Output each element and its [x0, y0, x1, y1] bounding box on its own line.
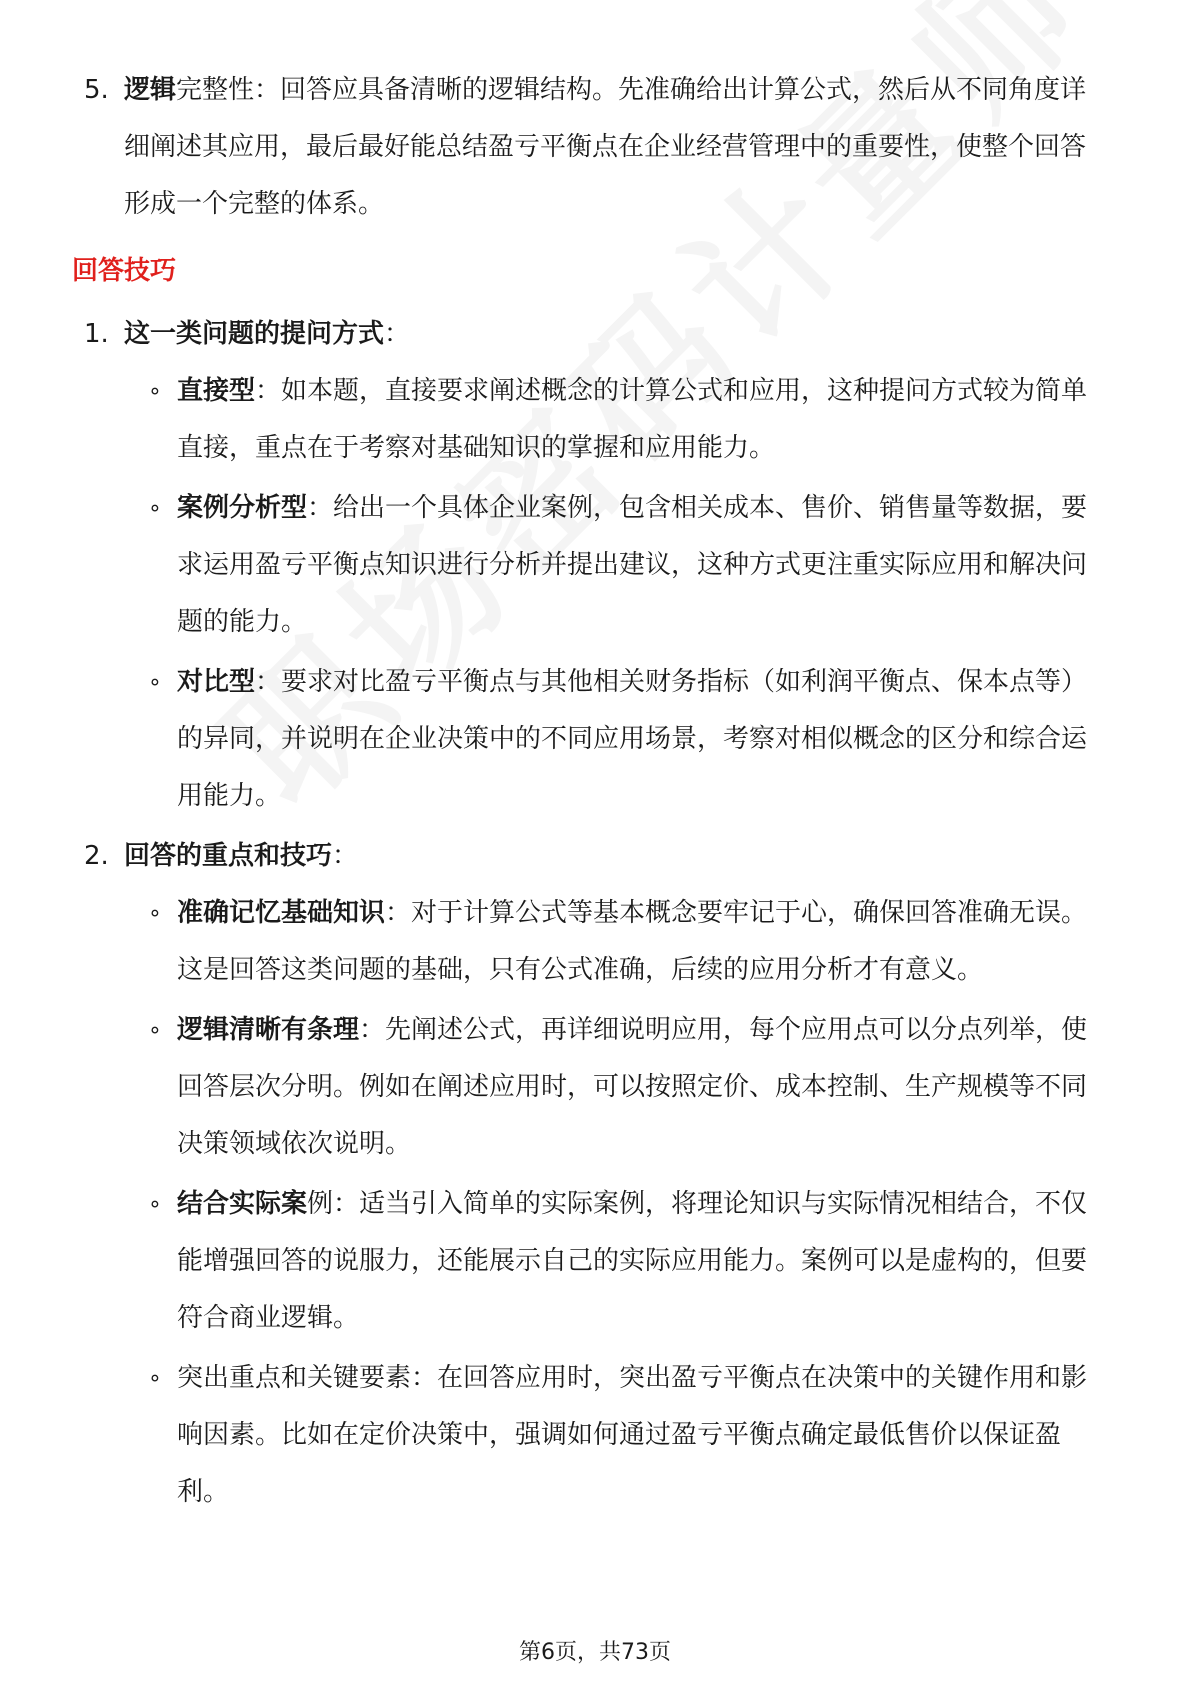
bullet-circle-icon: ∘ [148, 1018, 162, 1043]
sub-item-title-rest: 突出重点和关键要素 [177, 1363, 412, 1393]
sub-item-text: ：给出一个具体企业案例，包含相关成本、售价、销售量等数据，要求运用盈亏平衡点知识进行分析并提出建议，这种方式更注重实际应用和解决问题的能力。 [177, 493, 1088, 637]
bullet-circle-icon: ∘ [148, 1366, 162, 1391]
bullet-circle-icon: ∘ [148, 379, 162, 404]
sub-item-title: 案例分析型 [177, 493, 308, 523]
page-footer: 第6页，共73页 [519, 1640, 671, 1665]
bullet-circle-icon: ∘ [148, 670, 162, 695]
sub-item-case-analysis-type [0, 480, 1190, 651]
sub-item-title: 对 [177, 667, 204, 697]
item-text: ：回答应具备清晰的逻辑结构。先准确给出计算公式，然后从不同角度详细阐述其应用，最后最好能总结盈亏平衡点在企业经营管理中的重要性，使整个回答形成一个完整的体系。 [124, 75, 1087, 219]
list-item-answer-tips [0, 828, 1190, 885]
sub-item-title: 结合实际案 [177, 1189, 308, 1219]
sub-item-title: 逻辑清晰有条理 [177, 1015, 360, 1045]
list-number: 2. [84, 841, 109, 871]
sub-item-text: ：对于计算公式等基本概念要牢记于心，确保回答准确无误。这是回答这类问题的基础，只有公式准确，后续的应用分析才有意义。 [177, 898, 1088, 985]
sub-item-title-rest: 比型 [203, 667, 256, 697]
sub-item-clear-logic [0, 1002, 1190, 1173]
sub-item-accurate-memory [0, 885, 1190, 999]
page-content [0, 62, 1190, 1524]
sub-item-text: ：要求对比盈亏平衡点与其他相关财务指标（如利润平衡点、保本点等）的异同，并说明在企业决策中的不同应用场景，考察对相似概念的区分和综合运用能力。 [177, 667, 1088, 811]
bullet-circle-icon: ∘ [148, 496, 162, 521]
sub-item-title-rest: 例 [307, 1189, 334, 1219]
item-colon: ： [384, 319, 411, 349]
list-number: 1. [84, 319, 109, 349]
sub-item-title: 准确记忆基础知识 [177, 898, 386, 928]
sub-item-text: ：适当引入简单的实际案例，将理论知识与实际情况相结合，不仅能增强回答的说服力，还能展示自己的实际应用能力。案例可以是虚构的，但要符合商业逻辑。 [177, 1189, 1088, 1333]
sub-item-text: ：先阐述公式，再详细说明应用，每个应用点可以分点列举，使回答层次分明。例如在阐述应用时，可以按照定价、成本控制、生产规模等不同决策领域依次说明。 [177, 1015, 1088, 1159]
sub-item-title: 直接型 [177, 376, 256, 406]
sub-item-text: ：如本题，直接要求阐述概念的计算公式和应用，这种提问方式较为简单直接，重点在于考察对基础知识的掌握和应用能力。 [177, 376, 1088, 463]
sub-item-highlight-key-points [0, 1350, 1190, 1521]
list-item-question-types [0, 306, 1190, 363]
bullet-circle-icon: ∘ [148, 901, 162, 926]
sub-item-comparison-type [0, 654, 1190, 825]
item-title-bold: 逻辑 [124, 75, 177, 105]
item-colon: ： [332, 841, 359, 871]
sub-item-real-cases [0, 1176, 1190, 1347]
list-number: 5. [84, 75, 109, 105]
item-title: 回答的重点和技巧 [124, 841, 333, 871]
sub-item-text: ：在回答应用时，突出盈亏平衡点在决策中的关键作用和影响因素。比如在定价决策中，强调如何通过盈亏平衡点确定最低售价以保证盈利。 [177, 1363, 1088, 1507]
item-title: 这一类问题的提问方式 [124, 319, 385, 349]
bullet-circle-icon: ∘ [148, 1192, 162, 1217]
list-item-logic-completeness [0, 62, 1190, 233]
sub-item-direct-type [0, 363, 1190, 477]
item-title-rest: 完整性 [176, 75, 255, 105]
section-heading: 回答技巧 [72, 256, 177, 286]
